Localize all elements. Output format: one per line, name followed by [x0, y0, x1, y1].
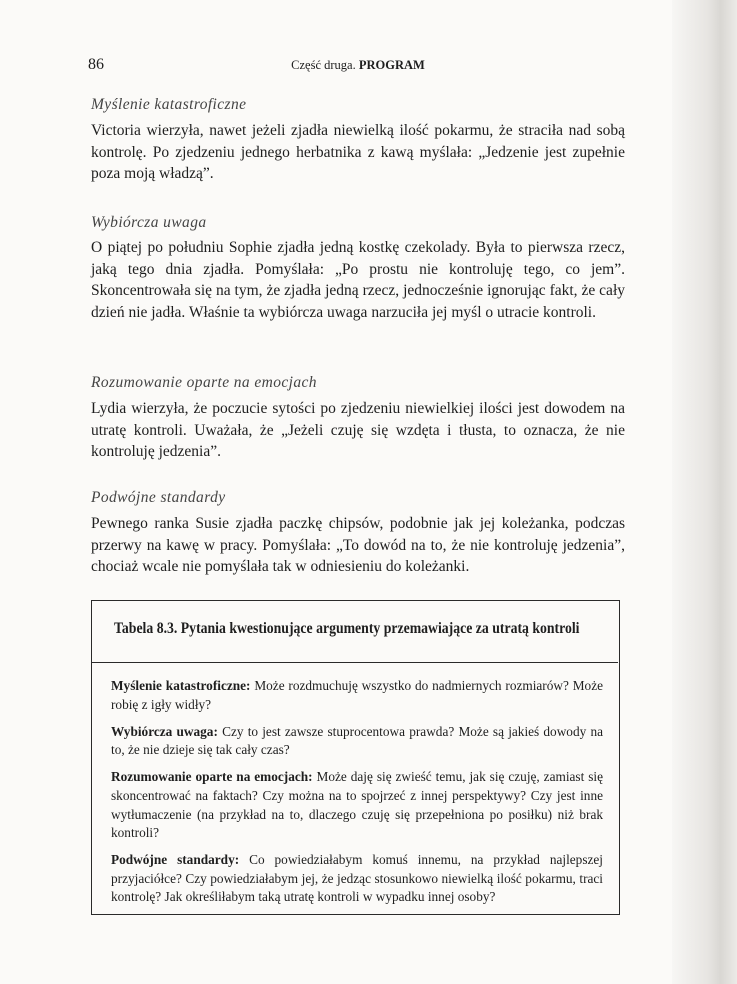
page-header [88, 56, 628, 76]
table-row-text: Może daję się zwieść temu, jak się czuję, zamiast się skoncentrować na faktach? Czy można na to spojrzeć z innej perspektywy? Czy jest inne wytłumaczenie (na przykład na to, dlaczego czuję się przepełniona po posiłku) niż brak kontroli? [111, 769, 603, 841]
running-head-program: PROGRAM [358, 58, 425, 72]
page-gutter-shadow [672, 0, 737, 984]
page-number: 86 [88, 56, 104, 73]
table-row-term: Myślenie katastroficzne: [111, 678, 251, 693]
section-text-selective-attention: O piątej po południu Sophie zjadła jedną kostkę czekolady. Była to pierwsza rzecz, jaką tego dnia zjadła. Pomyślała: „Po prostu nie kontroluję tego, co jem”. Skoncentrowała się na tym, że zjadła jedną rzecz, jednocześnie ignorując fakt, że cały dzień nie jadła. Właśnie ta wybiórcza uwaga narzuciła jej myśl o utracie kontroli. [91, 239, 625, 321]
table-row-text: Co powiedziałabym komuś innemu, na przykład najlepszej przyjaciółce? Czy powiedziałabym jej, że jedząc stosunkowo niewielką ilość pokarmu, traci kontrolę? Jak określiłabym taką utratę kontroli w wypadku innej osoby? [111, 852, 603, 905]
table-row [111, 677, 603, 714]
section-text-emotional-reasoning: Lydia wierzyła, że poczucie sytości po zjedzeniu niewielkiej ilości jest dowodem na utratę kontroli. Uważała, że „Jeżeli czuję się wzdęta i tłusta, to oznacza, że nie kontroluję jedzenia”. [91, 400, 625, 460]
table-row-text: Czy to jest zawsze stuprocentowa prawda? Może są jakieś dowody na to, że nie dzieje się tak cały czas? [111, 723, 603, 758]
table-body [111, 677, 603, 916]
table-row [111, 723, 603, 760]
section-text-catastrophizing: Victoria wierzyła, nawet jeżeli zjadła niewielką ilość pokarmu, że straciła nad sobą kontrolę. Po zjedzeniu jednego herbatnika z kawą myślała: „Jedzenie jest zupełnie poza moją władzą”. [91, 122, 625, 182]
running-head-part: Część druga. [291, 58, 359, 72]
section-title-emotional-reasoning: Rozumowanie oparte na emocjach [91, 374, 317, 391]
section-text-double-standards: Pewnego ranka Susie zjadła paczkę chipsów, podobnie jak jej koleżanka, podczas przerwy na kawę w pracy. Pomyślała: „To dowód na to, że nie kontroluję jedzenia”, chociaż wcale nie pomyślała tak w odniesieniu do koleżanki. [91, 515, 625, 575]
table-title: Tabela 8.3. Pytania kwestionujące argumenty przemawiające za utratą kontroli [114, 620, 580, 637]
table-row [111, 851, 603, 907]
table-title-bar [92, 601, 618, 663]
table-box [91, 600, 620, 915]
table-row-term: Podwójne standardy: [111, 852, 240, 868]
section-title-double-standards: Podwójne standardy [91, 489, 226, 506]
running-head [88, 58, 628, 73]
table-row-term: Wybiórcza uwaga: [111, 723, 218, 739]
section-title-selective-attention: Wybiórcza uwaga [91, 214, 207, 231]
section-title-catastrophizing: Myślenie katastroficzne [91, 96, 247, 113]
table-row-text: Może rozdmuchuję wszystko do nadmiernych rozmiarów? Może robię z igły widły? [111, 678, 603, 712]
table-row [111, 768, 603, 842]
table-row-term: Rozumowanie oparte na emocjach: [111, 769, 313, 785]
